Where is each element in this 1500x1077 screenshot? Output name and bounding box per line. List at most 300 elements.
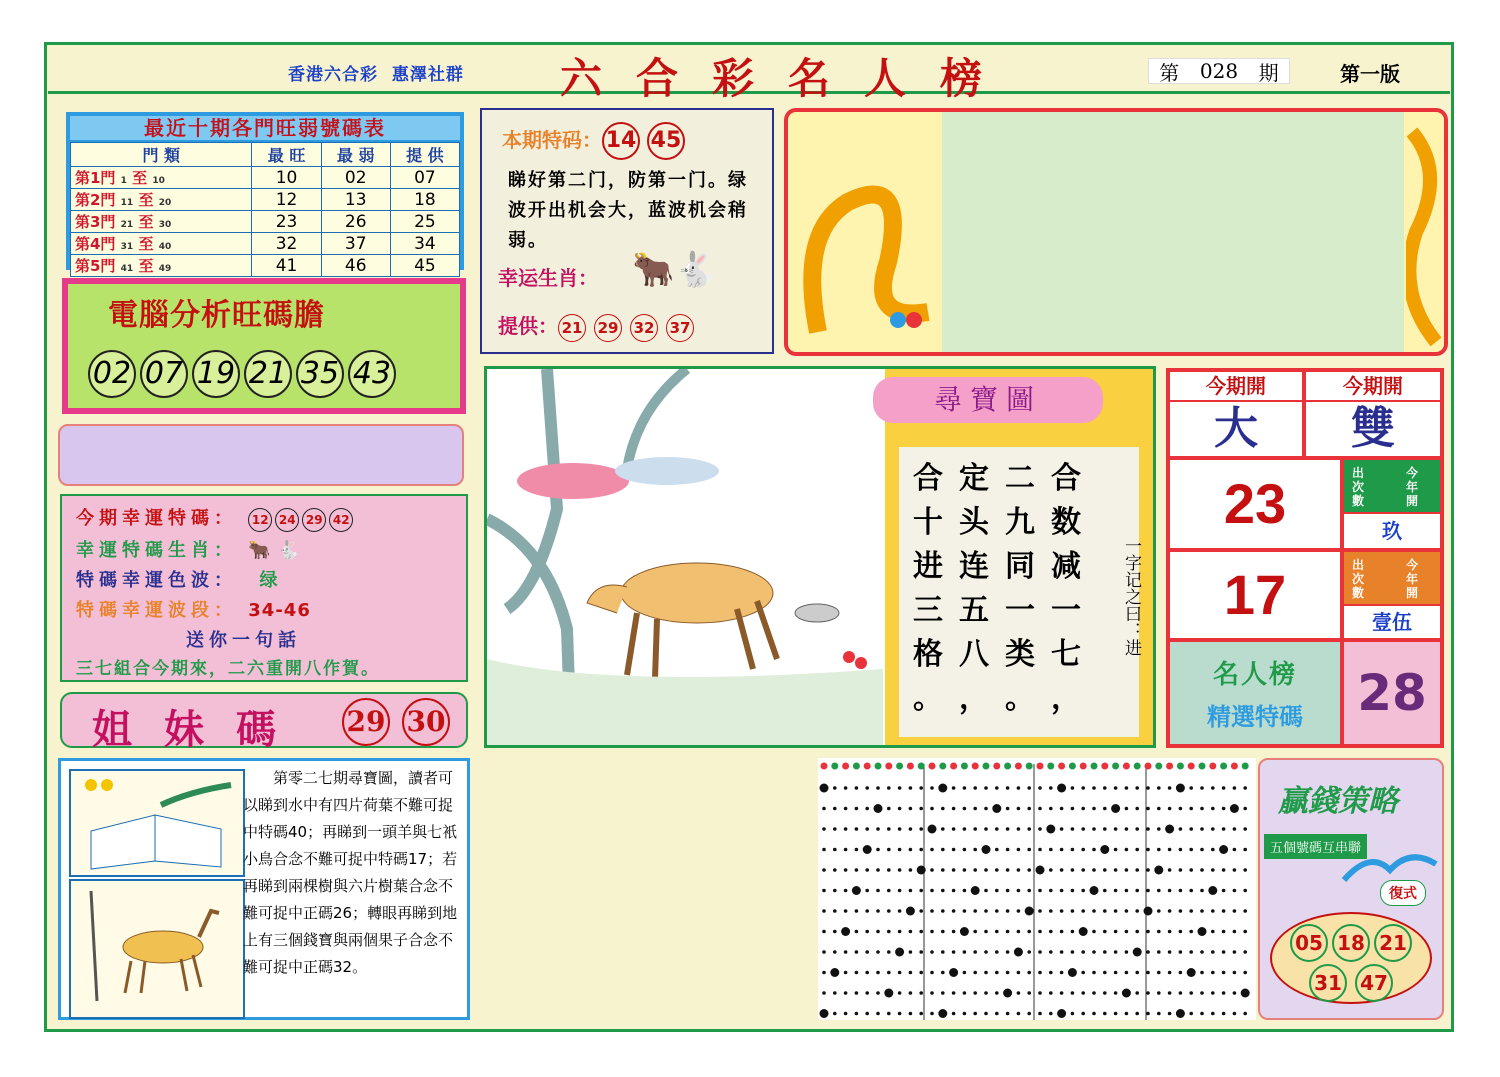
pattern-dot [1222, 868, 1226, 872]
pattern-dot [930, 950, 934, 954]
pattern-dot [1017, 971, 1021, 975]
pattern-dot [1233, 848, 1237, 852]
pattern-dot [1146, 930, 1150, 934]
pattern-dot [960, 927, 969, 936]
pattern-dot [855, 930, 859, 934]
pattern-dot [1081, 848, 1085, 852]
pattern-dot [984, 807, 988, 811]
pattern-dot [1103, 827, 1107, 831]
pattern-dot [855, 868, 859, 872]
pattern-dot [898, 991, 902, 995]
table-row: 第3門 21 至 30 23 26 25 [71, 211, 460, 233]
pattern-dot [984, 909, 988, 913]
pattern-dot [833, 950, 837, 954]
blank-purple-panel [58, 424, 464, 486]
pattern-dot [1092, 827, 1096, 831]
pattern-dot [1233, 889, 1237, 893]
header-dot [961, 763, 968, 770]
pattern-dot [973, 930, 977, 934]
header-dot [1101, 763, 1108, 770]
pattern-dot [1157, 848, 1161, 852]
pattern-dot [898, 848, 902, 852]
pattern-dot [887, 786, 891, 790]
pattern-dot [963, 991, 967, 995]
pattern-dot [833, 848, 837, 852]
pattern-dot [1125, 868, 1129, 872]
pattern-dot [1146, 950, 1150, 954]
pattern-dot [1006, 889, 1010, 893]
pattern-dot [1006, 848, 1010, 852]
header-publisher: 香港六合彩 惠澤社群 [288, 65, 464, 85]
pattern-dot [1233, 868, 1237, 872]
pattern-dot [1135, 827, 1139, 831]
pattern-dot [1049, 991, 1053, 995]
pattern-dot [1027, 807, 1031, 811]
pattern-dot [1222, 1012, 1226, 1016]
pattern-dot [1243, 807, 1247, 811]
pattern-dot [1222, 950, 1226, 954]
pattern-dot [1103, 807, 1107, 811]
pattern-dot [1071, 786, 1075, 790]
pattern-dot [1222, 991, 1226, 995]
pattern-dot [1017, 827, 1021, 831]
pattern-dot [1027, 848, 1031, 852]
lucky-color-row: 特碼幸運色波： 绿 [76, 570, 283, 591]
pattern-dot [917, 866, 926, 875]
pattern-dot [1025, 907, 1034, 916]
pattern-dot [1114, 868, 1118, 872]
pattern-dot [887, 827, 891, 831]
pattern-dot [941, 909, 945, 913]
pattern-dot [1157, 1012, 1161, 1016]
header-dot [1134, 763, 1141, 770]
table-row: 第2門 11 至 20 12 13 18 [71, 189, 460, 211]
pattern-dot [1103, 930, 1107, 934]
pattern-dot [919, 1012, 923, 1016]
pattern-dot [1049, 1012, 1053, 1016]
pattern-dot [995, 786, 999, 790]
result-count-2: 壹伍 [1344, 606, 1440, 638]
pattern-dot [844, 1012, 848, 1016]
pattern-dot [1233, 950, 1237, 954]
pattern-dot [952, 848, 956, 852]
treasure-poem-area [899, 447, 1139, 737]
pattern-dot [1036, 866, 1045, 875]
pattern-dot [822, 868, 826, 872]
zodiac-label: 幸运生肖： [498, 266, 598, 290]
pattern-dot [1060, 950, 1064, 954]
pattern-dot [1179, 971, 1183, 975]
ox-rabbit-icon: 🐂🐇 [632, 250, 717, 290]
pattern-dot [844, 786, 848, 790]
pattern-dot [982, 845, 991, 854]
pattern-dot [1017, 868, 1021, 872]
lucky-number-row: 今期幸運特碼： 12 24 29 42 [76, 504, 356, 532]
book-illustration [69, 769, 245, 877]
pattern-dot [887, 848, 891, 852]
pattern-dot [1071, 827, 1075, 831]
pattern-dot [1211, 827, 1215, 831]
pattern-dot [1092, 971, 1096, 975]
pattern-dot [941, 991, 945, 995]
pattern-dot [876, 827, 880, 831]
header-dot [1004, 763, 1011, 770]
pattern-dot [1179, 868, 1183, 872]
pattern-dot [1071, 930, 1075, 934]
pattern-dot [952, 889, 956, 893]
pattern-dot [898, 786, 902, 790]
pattern-dot [995, 868, 999, 872]
table-row: 第4門 31 至 40 32 37 34 [71, 233, 460, 255]
pattern-dot [1189, 950, 1193, 954]
saying-label: 送你一句話 [186, 630, 301, 651]
pattern-dot [1200, 827, 1204, 831]
pattern-dot [1157, 889, 1161, 893]
pattern-dot [1179, 909, 1183, 913]
pattern-dot [1146, 991, 1150, 995]
pattern-dot [1092, 930, 1096, 934]
header-dot [1026, 763, 1033, 770]
computer-analysis-panel [62, 278, 466, 414]
decorative-swirl-icon [1406, 112, 1444, 352]
pattern-dot [865, 909, 869, 913]
pattern-dot [833, 991, 837, 995]
pattern-dot [963, 786, 967, 790]
pattern-dot [1092, 991, 1096, 995]
pattern-dot [1038, 950, 1042, 954]
header-dot [885, 763, 892, 770]
pattern-dot [833, 807, 837, 811]
treasure-map-panel [484, 366, 1156, 748]
pattern-dot [844, 807, 848, 811]
header-dot [1199, 763, 1206, 770]
pattern-dot [1189, 991, 1193, 995]
pattern-dot [963, 909, 967, 913]
result-header-2: 今期開 [1306, 372, 1440, 400]
pattern-dot [822, 909, 826, 913]
pattern-dot [1111, 804, 1120, 813]
pattern-dot [930, 909, 934, 913]
pattern-dot [833, 786, 837, 790]
pattern-dot [1168, 1012, 1172, 1016]
pattern-dot [1060, 827, 1064, 831]
pattern-dot [887, 971, 891, 975]
pattern-dot [1125, 930, 1129, 934]
pattern-dot [1189, 1012, 1193, 1016]
pattern-dot [973, 848, 977, 852]
pattern-dot [844, 848, 848, 852]
banner-panel [784, 108, 1448, 356]
header-dot [1188, 763, 1195, 770]
pattern-dot [1071, 848, 1075, 852]
pattern-dot [941, 868, 945, 872]
pattern-dot [1006, 909, 1010, 913]
pattern-dot [1189, 786, 1193, 790]
number-ball: 35 [296, 350, 344, 398]
pattern-dot [1017, 889, 1021, 893]
result-header-1: 今期開 [1170, 372, 1302, 400]
hot-cold-table [70, 142, 460, 277]
pattern-dot [865, 930, 869, 934]
pattern-dot [1157, 909, 1161, 913]
pattern-dot [1241, 989, 1250, 998]
pattern-dot [1200, 991, 1204, 995]
pattern-dot [984, 827, 988, 831]
pattern-dot [1135, 1012, 1139, 1016]
result-panel [1166, 368, 1444, 748]
pattern-dot [1200, 1012, 1204, 1016]
header-dot [1037, 763, 1044, 770]
pattern-dot [1211, 848, 1215, 852]
pattern-dot [1157, 930, 1161, 934]
pattern-dot [938, 784, 947, 793]
result-count-1: 玖 [1344, 514, 1440, 548]
table-row: 第5門 41 至 49 41 46 45 [71, 255, 460, 277]
pattern-dot [822, 930, 826, 934]
pattern-dot [833, 889, 837, 893]
pattern-dot [1103, 868, 1107, 872]
pattern-dot [855, 971, 859, 975]
pattern-dot [1176, 1009, 1185, 1018]
pattern-dot [1189, 807, 1193, 811]
pattern-dot [1189, 848, 1193, 852]
pattern-dot [1049, 930, 1053, 934]
pattern-dot [1081, 909, 1085, 913]
pattern-dot [1200, 889, 1204, 893]
pattern-dot [909, 827, 913, 831]
pattern-dot [887, 1012, 891, 1016]
pattern-dot [1189, 889, 1193, 893]
lucky-range-row: 特碼幸運波段： 34-46 [76, 600, 311, 621]
header-dot [831, 763, 838, 770]
header-dot [1047, 763, 1054, 770]
pattern-dot [952, 827, 956, 831]
pattern-dot [919, 991, 923, 995]
pattern-dot [1081, 827, 1085, 831]
result-even: 雙 [1306, 402, 1440, 456]
pattern-dot [995, 889, 999, 893]
treasure-note: 一字记之曰：进 [1121, 537, 1141, 656]
pattern-dot [919, 848, 923, 852]
header-dot [1069, 763, 1076, 770]
pattern-dot [1006, 786, 1010, 790]
pattern-dot [963, 807, 967, 811]
pattern-dot [898, 889, 902, 893]
pattern-dot [1046, 825, 1055, 834]
strategy-title: 贏錢策略 [1278, 784, 1398, 819]
pattern-dot [1071, 991, 1075, 995]
pattern-dot [1200, 971, 1204, 975]
pattern-dot [1200, 950, 1204, 954]
pattern-dot [963, 950, 967, 954]
pattern-dot [1081, 971, 1085, 975]
pattern-dot [963, 1012, 967, 1016]
pattern-dot [865, 950, 869, 954]
pattern-dot [898, 827, 902, 831]
pattern-dot [1092, 909, 1096, 913]
pattern-dot [984, 889, 988, 893]
pattern-dot [909, 786, 913, 790]
pattern-dot [1243, 909, 1247, 913]
header-dot [1058, 763, 1065, 770]
pattern-dot [1027, 991, 1031, 995]
pattern-dot [833, 827, 837, 831]
goat-illustration [69, 879, 245, 1019]
pattern-dot [855, 909, 859, 913]
pattern-dot [973, 807, 977, 811]
pattern-dot [909, 991, 913, 995]
pattern-dot [1027, 889, 1031, 893]
pattern-dot [995, 971, 999, 975]
pattern-dot [930, 930, 934, 934]
pattern-dot [1038, 889, 1042, 893]
pattern-dot [909, 868, 913, 872]
number-ball: 21 [244, 350, 292, 398]
pattern-dot [973, 786, 977, 790]
header-dot [1231, 763, 1238, 770]
pattern-dot [1189, 827, 1193, 831]
pattern-dot [995, 950, 999, 954]
pattern-dot [1243, 889, 1247, 893]
pattern-dot [1014, 948, 1023, 957]
pattern-dot [1211, 807, 1215, 811]
pattern-dot [1208, 886, 1217, 895]
pattern-dot [1081, 786, 1085, 790]
pattern-dot [1222, 807, 1226, 811]
pattern-dot [984, 1012, 988, 1016]
pattern-dot [1154, 866, 1163, 875]
pattern-dot [1125, 889, 1129, 893]
pattern-dot [1243, 848, 1247, 852]
pattern-dot [1079, 927, 1088, 936]
pattern-dot [1092, 807, 1096, 811]
treasure-scroll [885, 369, 1153, 745]
pattern-dot [1125, 1012, 1129, 1016]
strategy-type: 復式 [1380, 880, 1426, 906]
pattern-dot [822, 807, 826, 811]
pattern-dot [822, 889, 826, 893]
pattern-dot [1243, 971, 1247, 975]
strategy-sub: 五個號碼互串聯 [1264, 834, 1367, 859]
header-dot [1123, 763, 1130, 770]
pattern-dot [995, 1012, 999, 1016]
pattern-dot [1200, 868, 1204, 872]
pattern-dot [1114, 848, 1118, 852]
table-title: 最近十期各門旺弱號碼表 [70, 116, 460, 140]
pattern-dot [1157, 827, 1161, 831]
pattern-dot [898, 909, 902, 913]
pattern-dot [1146, 807, 1150, 811]
pattern-dot [1211, 909, 1215, 913]
pattern-dot [1157, 950, 1161, 954]
pick-number: 28 [1344, 642, 1440, 744]
pattern-dot [928, 825, 937, 834]
pattern-dot [844, 868, 848, 872]
number-ball: 19 [192, 350, 240, 398]
pattern-dot [1006, 930, 1010, 934]
strategy-numbers: 05 18 21 31 47 [1270, 912, 1432, 1004]
pattern-dot [1027, 868, 1031, 872]
pattern-dot [1135, 991, 1139, 995]
hot-cold-table-panel [66, 112, 464, 276]
pattern-dot [1017, 786, 1021, 790]
pattern-dot [822, 971, 826, 975]
pattern-dot [1103, 889, 1107, 893]
pattern-dot [971, 886, 980, 895]
pattern-dot [1157, 991, 1161, 995]
pattern-dot [887, 909, 891, 913]
pattern-dot [876, 971, 880, 975]
pattern-dot [1060, 909, 1064, 913]
pattern-dot [1006, 807, 1010, 811]
pattern-dot [887, 950, 891, 954]
pattern-dot [833, 1012, 837, 1016]
pattern-dot [1027, 786, 1031, 790]
pattern-dot [909, 930, 913, 934]
pattern-dot [1006, 971, 1010, 975]
pattern-dot [1049, 909, 1053, 913]
pattern-dot [952, 807, 956, 811]
pattern-dot [1165, 825, 1174, 834]
pattern-dot [1135, 848, 1139, 852]
pattern-dot [938, 1009, 947, 1018]
pattern-dot [1219, 845, 1228, 854]
pattern-dot [1211, 868, 1215, 872]
pattern-dot [1027, 1012, 1031, 1016]
pattern-dot [992, 804, 1001, 813]
pattern-dot [1179, 950, 1183, 954]
pattern-dot [909, 848, 913, 852]
pattern-dot [1071, 868, 1075, 872]
pattern-dot [1125, 848, 1129, 852]
pattern-dot [1071, 909, 1075, 913]
issue-number: 第 028 期 [1148, 58, 1290, 84]
pattern-dot [833, 930, 837, 934]
pattern-dot [1135, 971, 1139, 975]
pattern-dot [855, 950, 859, 954]
pattern-dot [1222, 971, 1226, 975]
pattern-dot [1060, 991, 1064, 995]
pattern-dot [1125, 909, 1129, 913]
result-number-1: 23 [1170, 460, 1340, 548]
pattern-dot [1233, 971, 1237, 975]
header-dot [1145, 763, 1152, 770]
pattern-dot [973, 991, 977, 995]
pattern-dot [1027, 971, 1031, 975]
pattern-dot [1157, 971, 1161, 975]
pattern-dot [1168, 889, 1172, 893]
pattern-dot [1168, 991, 1172, 995]
pattern-dot [855, 786, 859, 790]
pattern-dot [1168, 950, 1172, 954]
treasure-title: 尋寶圖 [873, 377, 1103, 423]
header-dot [972, 763, 979, 770]
pattern-dot [1038, 1012, 1042, 1016]
pattern-dot [1049, 807, 1053, 811]
number-ball: 30 [402, 698, 450, 746]
pattern-dot [865, 868, 869, 872]
pattern-dot [1146, 889, 1150, 893]
pattern-dot [952, 868, 956, 872]
pattern-dot [1233, 786, 1237, 790]
pattern-dot [1060, 971, 1064, 975]
header-dot [1015, 763, 1022, 770]
pattern-dot [1081, 991, 1085, 995]
pattern-dot [1200, 786, 1204, 790]
pattern-dot [909, 971, 913, 975]
pattern-dot [1071, 807, 1075, 811]
pattern-dot [1179, 827, 1183, 831]
